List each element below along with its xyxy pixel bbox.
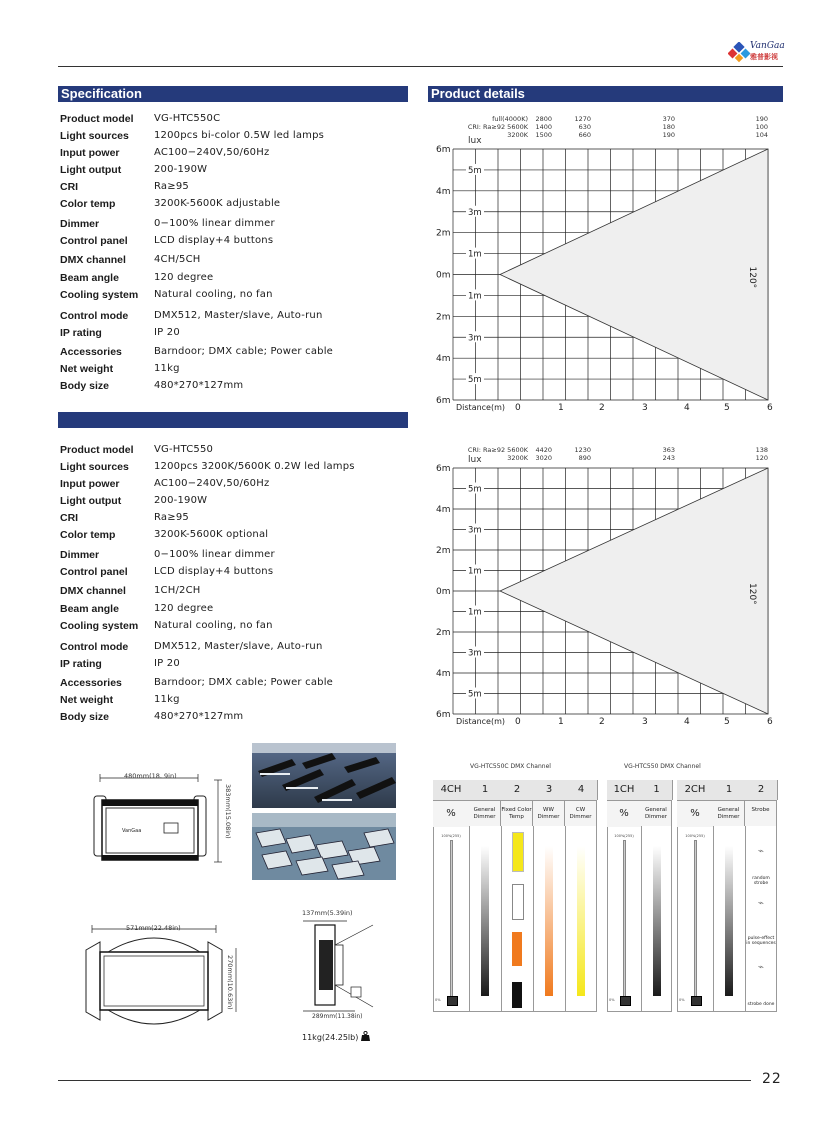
lux-value: 180	[662, 123, 675, 131]
spec-row	[60, 310, 400, 327]
x-tick-label: 3	[642, 403, 648, 413]
spec-value: IP 20	[154, 327, 180, 338]
spec-value: 200-190W	[154, 495, 208, 506]
strobe-label: pulse-effect in sequences	[746, 936, 776, 946]
spec-key: CRI	[60, 512, 79, 524]
details-section-header	[428, 86, 783, 102]
footer-rule	[58, 1080, 751, 1081]
x-tick-label: 6	[767, 717, 773, 727]
distance-ring-label: 5m	[468, 165, 482, 176]
spec-key: Accessories	[60, 677, 122, 689]
spec-key: Cooling system	[60, 620, 139, 632]
spec-key: Light output	[60, 495, 122, 507]
spec-row	[60, 585, 400, 602]
lux-value: 190	[662, 131, 675, 139]
x-tick-label: 1	[558, 403, 564, 413]
strobe-label: random strobe	[752, 876, 770, 886]
dmx-channel-function: General Dimmer	[641, 800, 672, 826]
dim-bottom-height-label: 270mm(10.63in)	[226, 955, 234, 1010]
lux-unit: lux	[468, 136, 482, 146]
brand-logo	[728, 40, 788, 66]
distance-axis-label: Distance(m)	[456, 717, 506, 726]
y-axis-label: 6m	[436, 710, 451, 720]
y-axis-label: 4m	[436, 669, 451, 679]
spec-value: Barndoor; DMX cable; Power cable	[154, 677, 334, 688]
dmx-channel-function: General Dimmer	[469, 800, 501, 826]
spec-row	[60, 694, 400, 711]
dim-side-top-label: 137mm(5.39in)	[302, 909, 353, 917]
spec-section-header	[58, 86, 408, 102]
distance-ring-label: 1m	[468, 249, 482, 260]
lux-value: 630	[578, 123, 591, 131]
front-dimension-drawing	[80, 768, 240, 878]
product-photo-2	[252, 813, 396, 880]
dmx-channel-function: WW Dimmer	[533, 800, 565, 826]
spec-row	[60, 495, 400, 512]
logo-mark-icon	[728, 42, 750, 64]
y-axis-label: 2m	[436, 228, 451, 239]
spec-row	[60, 181, 400, 198]
lux-value: 138	[755, 446, 768, 454]
spec-value: 480*270*127mm	[154, 711, 244, 722]
dmx-channel-number: 1	[713, 780, 746, 800]
spec-key: Body size	[60, 380, 110, 392]
spec-value: 3200K-5600K adjustable	[154, 198, 281, 209]
dmx-channel-number: 1	[469, 780, 502, 800]
fader-scale-top: 100%(255)	[685, 834, 705, 838]
spec-row	[60, 620, 400, 637]
spec-row	[60, 512, 400, 529]
spec-key: Control panel	[60, 235, 128, 247]
lux-value: 890	[578, 454, 591, 462]
page-number: 22	[762, 1071, 782, 1087]
x-tick-label: 0	[515, 717, 521, 727]
distance-ring-label: 3m	[468, 525, 482, 536]
spec-row	[60, 478, 400, 495]
distance-ring-label: 5m	[468, 689, 482, 700]
weight-value: 11kg(24.25lb)	[302, 1033, 359, 1042]
header-rule	[58, 66, 783, 67]
lux-value: 120	[755, 454, 768, 462]
spec-table-htc550	[60, 444, 400, 734]
spec-table-htc550c	[60, 113, 400, 403]
dmx-group-1ch	[607, 780, 672, 1012]
dmx-group-head: 2CH	[677, 780, 714, 800]
spec-value: DMX512, Master/slave, Auto-run	[154, 641, 323, 652]
dmx-channel-function: General Dimmer	[713, 800, 745, 826]
y-axis-label: 6m	[436, 464, 451, 474]
spec-key: Input power	[60, 478, 120, 490]
distance-ring-label: 1m	[468, 607, 482, 618]
spec-key: Beam angle	[60, 603, 119, 615]
spec-key: Control panel	[60, 566, 128, 578]
y-axis-label: 4m	[436, 505, 451, 515]
spec-key: Net weight	[60, 694, 114, 706]
spec-row	[60, 289, 400, 306]
lux-value: 1230	[574, 446, 591, 454]
spec-value: 480*270*127mm	[154, 380, 244, 391]
x-tick-label: 3	[642, 717, 648, 727]
distance-ring-label: 5m	[468, 375, 482, 386]
dmx-channel-number: 2	[745, 780, 778, 800]
dmx-group-4ch	[433, 780, 597, 1012]
spec-row	[60, 461, 400, 478]
spec-key: CRI	[60, 181, 79, 193]
spec-value: Ra≥95	[154, 181, 189, 192]
weight-label	[302, 1031, 370, 1042]
lux-value: 1270	[574, 115, 591, 123]
spec-key: Body size	[60, 711, 110, 723]
x-tick-label: 6	[767, 403, 773, 413]
dmx-group-2ch	[677, 780, 777, 1012]
spec-value: 1200pcs 3200K/5600K 0.2W led lamps	[154, 461, 355, 472]
y-axis-label: 4m	[436, 186, 451, 197]
lux-value: 243	[662, 454, 675, 462]
fader-scale-bottom: 0%	[679, 998, 685, 1002]
y-axis-label: 2m	[436, 628, 451, 638]
spec-key: Light output	[60, 164, 122, 176]
x-tick-label: 2	[599, 403, 605, 413]
spec-value: Natural cooling, no fan	[154, 289, 273, 300]
spec-value: 120 degree	[154, 272, 214, 283]
spec-row	[60, 603, 400, 620]
spec-key: Light sources	[60, 461, 129, 473]
beam-cone	[500, 149, 768, 400]
spec-value: AC100−240V,50/60Hz	[154, 147, 270, 158]
dmx-channel-number: 1	[641, 780, 673, 800]
spec-value: AC100−240V,50/60Hz	[154, 478, 270, 489]
dim-height-label: 383mm(15.08in)	[224, 784, 232, 839]
dmx-channel-function: Strobe	[745, 800, 777, 826]
dmx-title-htc550: VG-HTC550 DMX Channel	[624, 763, 701, 770]
details-section-title: Product details	[431, 86, 525, 101]
spec-row	[60, 327, 400, 344]
spec-row	[60, 235, 400, 252]
lux-row-label: CRI: Ra≥92 5600K	[467, 446, 528, 454]
fader-scale-bottom: 0%	[435, 998, 441, 1002]
spec-key: Light sources	[60, 130, 129, 142]
dmx-percent: %	[607, 800, 642, 827]
lux-value: 1400	[535, 123, 552, 131]
spec-key: Cooling system	[60, 289, 139, 301]
spec-row	[60, 549, 400, 566]
lux-value: 104	[755, 131, 768, 139]
distance-ring-label: 3m	[468, 333, 482, 344]
distance-ring-label: 1m	[468, 566, 482, 577]
dmx-channel-number: 4	[565, 780, 598, 800]
spec-row	[60, 346, 400, 363]
fader-scale-bottom: 0%	[609, 998, 615, 1002]
strobe-icon: ⌁	[757, 846, 765, 857]
dmx-channel-number: 3	[533, 780, 566, 800]
beam-angle-label: 120°	[747, 583, 757, 605]
spec-row	[60, 658, 400, 675]
spec-key: Color temp	[60, 198, 116, 210]
x-tick-label: 5	[724, 717, 730, 727]
weight-icon	[361, 1031, 370, 1041]
spec-key: Beam angle	[60, 272, 119, 284]
beam-angle-label: 120°	[747, 266, 757, 289]
photometric-diagram-2	[428, 444, 783, 729]
lux-row-label: 3200K	[507, 131, 528, 139]
spec-row	[60, 529, 400, 546]
y-axis-label: 6m	[436, 145, 451, 155]
spec-row	[60, 380, 400, 397]
spec-row	[60, 254, 400, 271]
lux-value: 363	[662, 446, 675, 454]
spec-row	[60, 641, 400, 658]
strobe-icon: ⌁	[757, 898, 765, 909]
x-tick-label: 4	[684, 717, 690, 727]
spec-value: 3200K-5600K optional	[154, 529, 269, 540]
spec-value: 120 degree	[154, 603, 214, 614]
dmx-channel-function: CW Dimmer	[565, 800, 597, 826]
spec-key: Color temp	[60, 529, 116, 541]
spec-value: 1200pcs bi-color 0.5W led lamps	[154, 130, 325, 141]
spec-row	[60, 113, 400, 130]
spec-key: DMX channel	[60, 254, 126, 266]
distance-ring-label: 1m	[468, 291, 482, 302]
y-axis-label: 2m	[436, 312, 451, 323]
spec-key: Net weight	[60, 363, 114, 375]
y-axis-label: 0m	[436, 587, 451, 597]
spec-value: 200-190W	[154, 164, 208, 175]
spec-row	[60, 130, 400, 147]
lux-value: 3020	[535, 454, 552, 462]
spec2-section-header	[58, 412, 408, 428]
spec-value: VG-HTC550	[154, 444, 214, 455]
y-axis-label: 4m	[436, 354, 451, 365]
y-axis-label: 0m	[436, 270, 451, 281]
lux-value: 4420	[535, 446, 552, 454]
lux-value: 2800	[535, 115, 552, 123]
spec-key: Input power	[60, 147, 120, 159]
spec-value: 0−100% linear dimmer	[154, 218, 275, 229]
dim-bottom-width-label: 571mm(22.48in)	[126, 924, 181, 932]
logo-text: VanGaa	[750, 41, 785, 51]
spec-key: Control mode	[60, 641, 129, 653]
lux-value: 370	[662, 115, 675, 123]
lux-row-label: 3200K	[507, 454, 528, 462]
dmx-group-head: 1CH	[607, 780, 642, 800]
spec-row	[60, 218, 400, 235]
x-tick-label: 1	[558, 717, 564, 727]
spec-value: 1CH/2CH	[154, 585, 201, 596]
strobe-icon: ⌁	[757, 962, 765, 973]
spec-row	[60, 444, 400, 461]
spec-row	[60, 147, 400, 164]
spec-key: DMX channel	[60, 585, 126, 597]
spec-value: DMX512, Master/slave, Auto-run	[154, 310, 323, 321]
distance-ring-label: 5m	[468, 484, 482, 495]
x-tick-label: 4	[684, 403, 690, 413]
lux-value: 1500	[535, 131, 552, 139]
spec-value: VG-HTC550C	[154, 113, 221, 124]
spec-value: 11kg	[154, 363, 180, 374]
spec-key: Dimmer	[60, 549, 100, 561]
spec-value: Natural cooling, no fan	[154, 620, 273, 631]
spec-value: Barndoor; DMX cable; Power cable	[154, 346, 334, 357]
spec-value: Ra≥95	[154, 512, 189, 523]
logo-sub: 雅普影视	[750, 53, 778, 61]
fader-scale-top: 100%(255)	[614, 834, 634, 838]
spec-value: LCD display+4 buttons	[154, 566, 274, 577]
svg-text:VanGaa: VanGaa	[122, 828, 142, 834]
spec-key: Product model	[60, 113, 134, 125]
strobe-label: strobe done	[747, 1002, 775, 1007]
product-photo-1	[252, 743, 396, 808]
distance-axis-label: Distance(m)	[456, 403, 506, 412]
photometric-diagram-1	[428, 113, 783, 418]
dim-width-label: 480mm(18. 9in)	[124, 772, 177, 780]
dmx-channel-function: Fixed Color Temp	[501, 800, 533, 826]
spec-value: 0−100% linear dimmer	[154, 549, 275, 560]
spec-value: 4CH/5CH	[154, 254, 201, 265]
dmx-title-htc550c: VG-HTC550C DMX Channel	[470, 763, 551, 770]
spec-key: IP rating	[60, 327, 102, 339]
spec-row	[60, 164, 400, 181]
lux-value: 190	[755, 115, 768, 123]
x-tick-label: 5	[724, 403, 730, 413]
lux-row-label: CRI: Ra≥92 5600K	[467, 123, 528, 131]
spec-value: LCD display+4 buttons	[154, 235, 274, 246]
dmx-channel-number: 2	[501, 780, 534, 800]
fader-scale-top: 100%(255)	[441, 834, 461, 838]
spec-value: IP 20	[154, 658, 180, 669]
y-axis-label: 6m	[436, 396, 451, 406]
beam-cone	[500, 468, 768, 714]
spec-row	[60, 272, 400, 289]
spec-key: Accessories	[60, 346, 122, 358]
spec-row	[60, 566, 400, 583]
x-tick-label: 2	[599, 717, 605, 727]
dmx-group-head: 4CH	[433, 780, 470, 800]
lux-value: 660	[578, 131, 591, 139]
lux-row-label: full(4000K)	[492, 115, 528, 123]
rear-dimension-drawing	[78, 920, 248, 1040]
spec-row	[60, 677, 400, 694]
distance-ring-label: 3m	[468, 648, 482, 659]
spec-value: 11kg	[154, 694, 180, 705]
spec-row	[60, 198, 400, 215]
distance-ring-label: 3m	[468, 207, 482, 218]
side-dimension-drawing	[295, 915, 385, 1025]
spec-key: Product model	[60, 444, 134, 456]
lux-unit: lux	[468, 455, 482, 465]
y-axis-label: 2m	[436, 546, 451, 556]
spec-row	[60, 711, 400, 728]
x-tick-label: 0	[515, 403, 521, 413]
lux-value: 100	[755, 123, 768, 131]
spec-row	[60, 363, 400, 380]
spec-key: Dimmer	[60, 218, 100, 230]
spec-key: Control mode	[60, 310, 129, 322]
dmx-percent: %	[677, 800, 714, 827]
spec-section-title: Specification	[61, 86, 142, 101]
dim-side-bottom-label: 289mm(11.38in)	[312, 1013, 363, 1020]
dmx-percent: %	[433, 800, 470, 827]
spec-key: IP rating	[60, 658, 102, 670]
